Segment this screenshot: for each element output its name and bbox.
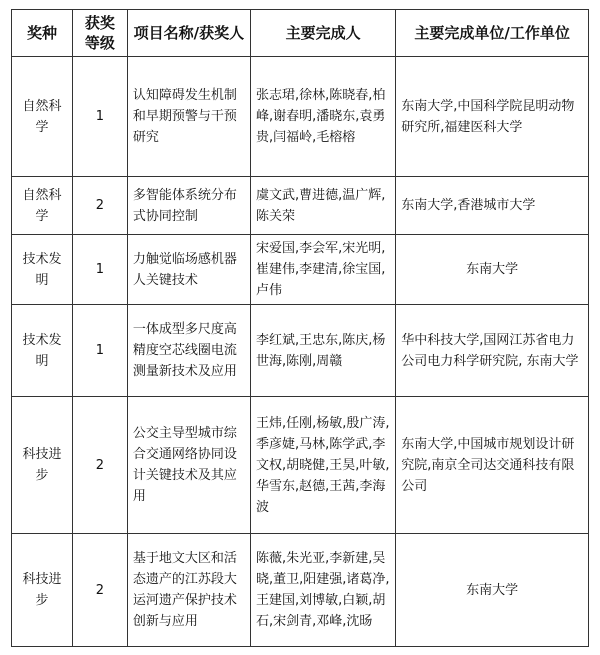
cell-persons: 王炜,任刚,杨敏,殷广涛,季彦婕,马林,陈学武,李文权,胡晓健,王昊,叶敏,华雪东,赵德,王茜,李海波 (251, 397, 396, 534)
header-persons: 主要完成人 (251, 10, 396, 57)
table-row (12, 235, 589, 305)
awards-table (11, 9, 589, 647)
header-units: 主要完成单位/工作单位 (396, 10, 589, 57)
cell-project: 基于地文大区和活态遗产的江苏段大运河遗产保护技术创新与应用 (127, 534, 250, 647)
cell-grade: 1 (73, 235, 128, 305)
header-award-type: 奖种 (12, 10, 73, 57)
cell-project: 多智能体系统分布式协同控制 (127, 177, 250, 235)
header-grade: 获奖等级 (73, 10, 128, 57)
header-row (12, 10, 589, 57)
cell-units: 东南大学 (396, 235, 589, 305)
cell-persons: 陈薇,朱光亚,李新建,吴晓,董卫,阳建强,诸葛净,王建国,刘博敏,白颖,胡石,宋剑青,邓峰,沈旸 (251, 534, 396, 647)
cell-persons: 张志珺,徐林,陈晓春,柏峰,谢春明,潘晓东,袁勇贵,闫福岭,毛榕榕 (251, 57, 396, 177)
cell-project: 力触觉临场感机器人关键技术 (127, 235, 250, 305)
cell-grade: 2 (73, 177, 128, 235)
cell-units: 华中科技大学,国网江苏省电力公司电力科学研究院, 东南大学 (396, 305, 589, 397)
cell-project: 一体成型多尺度高精度空芯线圈电流测量新技术及应用 (127, 305, 250, 397)
cell-project: 认知障碍发生机制和早期预警与干预研究 (127, 57, 250, 177)
cell-grade: 1 (73, 57, 128, 177)
cell-units: 东南大学,中国科学院昆明动物研究所,福建医科大学 (396, 57, 589, 177)
cell-award-type: 自然科学 (12, 57, 73, 177)
cell-award-type: 技术发明 (12, 235, 73, 305)
cell-award-type: 技术发明 (12, 305, 73, 397)
cell-award-type: 自然科学 (12, 177, 73, 235)
cell-award-type: 科技进步 (12, 397, 73, 534)
cell-grade: 2 (73, 534, 128, 647)
cell-units: 东南大学,中国城市规划设计研究院,南京全司达交通科技有限公司 (396, 397, 589, 534)
table-row (12, 305, 589, 397)
cell-units: 东南大学,香港城市大学 (396, 177, 589, 235)
cell-award-type: 科技进步 (12, 534, 73, 647)
cell-project: 公交主导型城市综合交通网络协同设计关键技术及其应用 (127, 397, 250, 534)
header-project: 项目名称/获奖人 (127, 10, 250, 57)
cell-units: 东南大学 (396, 534, 589, 647)
table-row (12, 57, 589, 177)
cell-persons: 宋爱国,李会军,宋光明,崔建伟,李建清,徐宝国,卢伟 (251, 235, 396, 305)
table-row (12, 177, 589, 235)
cell-grade: 2 (73, 397, 128, 534)
table-row (12, 397, 589, 534)
awards-table-container (11, 9, 589, 647)
table-row (12, 534, 589, 647)
cell-persons: 虞文武,曹进德,温广辉,陈关荣 (251, 177, 396, 235)
cell-persons: 李红斌,王忠东,陈庆,杨世海,陈刚,周赣 (251, 305, 396, 397)
cell-grade: 1 (73, 305, 128, 397)
